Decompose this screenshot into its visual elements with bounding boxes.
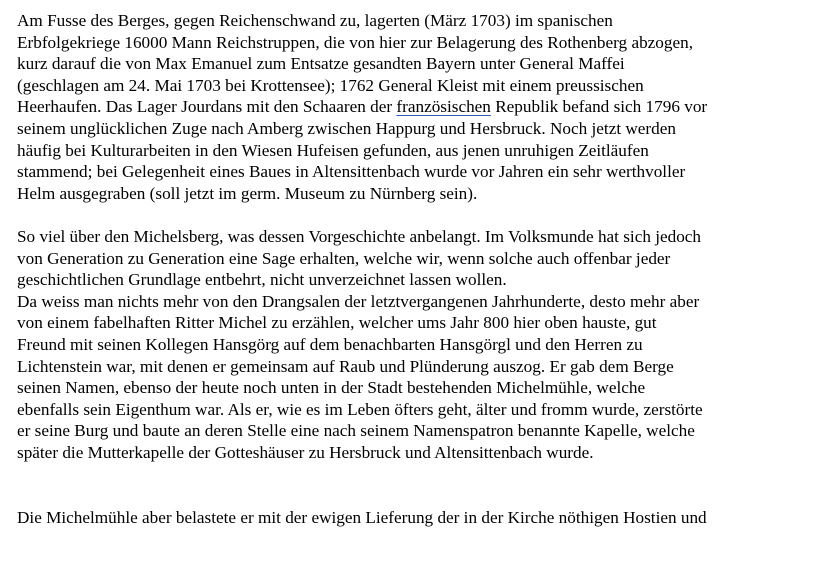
spellcheck-underlined-word[interactable]: französischen (396, 97, 491, 117)
paragraph-march-1703 (17, 10, 817, 204)
text-line: geschichtlichen Grundlage entbehrt, nicht unverzeichnet lassen wollen. (17, 270, 507, 290)
text-segment: Republik befand sich 1796 vor (490, 97, 708, 117)
text-line: kurz darauf die von Max Emanuel zum Entsatze gesandten Bayern unter General Maffei (17, 54, 625, 74)
text-line: Die Michelmühle aber belastete er mit der ewigen Lieferung der in der Kirche nöthigen Hostien und (17, 507, 707, 527)
text-line: Da weiss man nichts mehr von den Drangsalen der letztvergangenen Jahrhunderte, desto mehr aber (17, 291, 700, 311)
document-body (17, 10, 817, 528)
text-line: ebenfalls sein Eigenthum war. Als er, wie es im Leben öfters geht, älter und fromm wurde, zerstörte (17, 399, 703, 419)
text-line: Helm ausgegraben (soll jetzt im germ. Museum zu Nürnberg sein). (17, 183, 478, 203)
text-line: seinem unglücklichen Zuge nach Amberg zwischen Happurg und Hersbruck. Noch jetzt werden (17, 118, 676, 138)
text-line: Lichtenstein war, mit denen er gemeinsam auf Raub und Plünderung auszog. Er gab dem Berge (17, 356, 674, 376)
text-line: Am Fusse des Berges, gegen Reichenschwand zu, lagerten (März 1703) im spanischen (17, 11, 613, 30)
text-segment: Heerhaufen. Das Lager Jourdans mit den Schaaren der (17, 97, 397, 117)
text-line: er seine Burg und baute an deren Stelle eine nach seinem Namenspatron benannte Kapelle, welche (17, 421, 695, 441)
text-line: später die Mutterkapelle der Gotteshäuser zu Hersbruck und Altensittenbach wurde. (17, 442, 594, 462)
text-line: häufig bei Kulturarbeiten in den Wiesen Hufeisen gefunden, aus jenen unruhigen Zeitläufen (17, 140, 649, 160)
paragraph-spacer (17, 204, 817, 226)
text-line: So viel über den Michelsberg, was dessen Vorgeschichte anbelangt. Im Volksmunde hat sich jedoch (17, 226, 702, 246)
paragraph-spacer (17, 463, 817, 506)
text-line: von einem fabelhaften Ritter Michel zu erzählen, welcher ums Jahr 800 hier oben hauste, gut (17, 313, 657, 333)
paragraph-ritter-michel (17, 291, 817, 464)
text-line: Erbfolgekriege 16000 Mann Reichstruppen, die von hier zur Belagerung des Rothenberg abzogen, (17, 32, 694, 52)
text-line: seinen Namen, ebenso der heute noch unten in der Stadt bestehenden Michelmühle, welche (17, 378, 646, 398)
text-line: (geschlagen am 24. Mai 1703 bei Krottensee); 1762 General Kleist mit einem preussischen (17, 75, 644, 95)
text-line: stammend; bei Gelegenheit eines Baues in Altensittenbach wurde vor Jahren ein sehr werthvoller (17, 162, 686, 182)
text-line-with-underline (17, 96, 817, 118)
paragraph-michelsberg-legend (17, 226, 817, 291)
text-line: Freund mit seinen Kollegen Hansgörg auf dem benachbarten Hansgörgl und den Herren zu (17, 334, 643, 354)
text-line: von Generation zu Generation eine Sage erhalten, welche wir, wenn solche auch offenbar jeder (17, 248, 671, 268)
paragraph-michelmuehle (17, 507, 817, 529)
